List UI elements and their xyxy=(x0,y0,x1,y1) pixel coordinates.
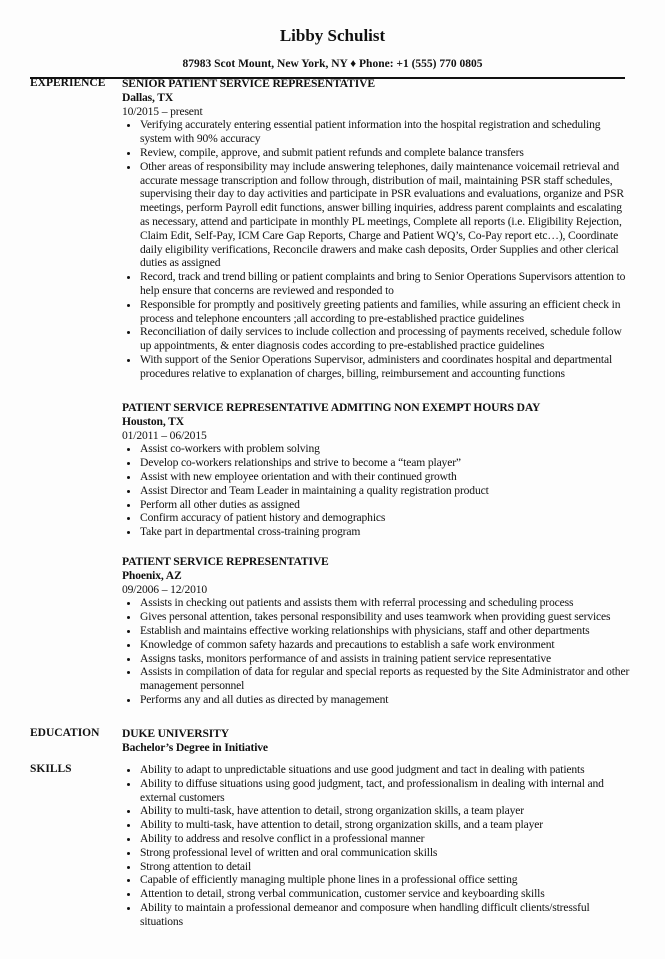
bullet-item: • Review, compile, approve, and submit patient refunds and complete balance transfers xyxy=(140,146,632,160)
bullet-item: • Other areas of responsibility may include answering telephones, daily maintenance voicemail retrieval and accurate message transcription and follow through, distribution of mail, maintaining PSR staff schedules, supervising their day to day activities and participate in PSR evaluations and evaluations, organize and PSR meetings, perform Payroll edit functions, answer billing inquiries, address parent complaints and escalating as necessary, attend and participate in monthly PL meetings, Complete all reports (i.e. Eligibility Rejection, Claim Edit, Self-Pay, ICM Care Gap Reports, Charge and Patient WQ’s, Co-Pay report etc…), Coordinate daily eligibility verifications, Reconcile drawers and make cash deposits, Order Supplies and other clerical duties as assigned xyxy=(140,160,632,270)
bullet-item: • Confirm accuracy of patient history and demographics xyxy=(140,511,632,525)
job-entry xyxy=(122,77,632,381)
skills-list xyxy=(122,763,632,929)
bullet-item: • Assist co-workers with problem solving xyxy=(140,442,632,456)
contact-line: 87983 Scot Mount, New York, NY ♦ Phone: +1 (555) 770 0805 xyxy=(182,58,483,70)
section-label-education: EDUCATION xyxy=(30,727,100,739)
bullet-item: • Verifying accurately entering essential patient information into the hospital registration and scheduling system with 90% accuracy xyxy=(140,118,632,146)
job-bullets xyxy=(122,442,632,539)
job-dates: 09/2006 – 12/2010 xyxy=(122,582,208,596)
skill-item: • Strong attention to detail xyxy=(140,860,632,874)
skill-item: • Attention to detail, strong verbal communication, customer service and keyboarding skills xyxy=(140,887,632,901)
bullet-item: • Assist with new employee orientation and with their continued growth xyxy=(140,470,632,484)
skill-item: • Strong professional level of written and oral communication skills xyxy=(140,846,632,860)
job-dates: 10/2015 – present xyxy=(122,104,203,118)
bullet-item: • Record, track and trend billing or patient complaints and bring to Senior Operations Supervisors attention to help ensure that concerns are reviewed and responded to xyxy=(140,270,632,298)
bullet-item: • Assigns tasks, monitors performance of and assists in training patient service representative xyxy=(140,652,632,666)
bullet-item: • Take part in departmental cross-training program xyxy=(140,525,632,539)
skills-list-block xyxy=(122,763,632,929)
skill-item: • Ability to address and resolve conflict in a professional manner xyxy=(140,832,632,846)
skill-item: • Ability to multi-task, have attention to detail, strong organization skills, a team player xyxy=(140,804,632,818)
job-entry xyxy=(122,401,632,539)
bullet-item: • Assists in checking out patients and assists them with referral processing and scheduling process xyxy=(140,596,632,610)
education-entry xyxy=(122,727,632,755)
section-label-experience: EXPERIENCE xyxy=(30,77,106,89)
bullet-item: • With support of the Senior Operations Supervisor, administers and coordinates hospital and departmental procedures relative to explanation of charges, billing, reimbursement and accounting functions xyxy=(140,353,632,381)
bullet-item: • Assists in compilation of data for regular and special reports as requested by the Site Administrator and other management personnel xyxy=(140,665,632,693)
job-dates: 01/2011 – 06/2015 xyxy=(122,428,207,442)
job-location: Phoenix, AZ xyxy=(122,568,182,582)
job-title: PATIENT SERVICE REPRESENTATIVE xyxy=(122,555,329,568)
job-entry xyxy=(122,555,632,707)
degree: Bachelor’s Degree in Initiative xyxy=(122,740,268,754)
job-title: PATIENT SERVICE REPRESENTATIVE ADMITING NON EXEMPT HOURS DAY xyxy=(122,401,541,414)
bullet-item: • Responsible for promptly and positively greeting patients and families, while assuring an efficient check in process and telephone encounters ;all according to pre-established practice guidelines xyxy=(140,298,632,326)
bullet-item: • Knowledge of common safety hazards and precautions to establish a safe work environment xyxy=(140,638,632,652)
school-name: DUKE UNIVERSITY xyxy=(122,727,229,740)
job-location: Dallas, TX xyxy=(122,90,174,104)
bullet-item: • Reconciliation of daily services to include collection and processing of payments received, schedule follow up appointments, & enter diagnosis codes according to pre-established practice guidelines xyxy=(140,325,632,353)
bullet-item: • Develop co-workers relationships and strive to become a “team player” xyxy=(140,456,632,470)
skill-item: • Ability to multi-task, have attention to detail, strong organization skills, and a team player xyxy=(140,818,632,832)
bullet-item: • Assist Director and Team Leader in maintaining a quality registration product xyxy=(140,484,632,498)
skill-item: • Capable of efficiently managing multiple phone lines in a professional office setting xyxy=(140,873,632,887)
job-bullets xyxy=(122,596,632,706)
candidate-name: Libby Schulist xyxy=(279,26,386,45)
bullet-item: • Establish and maintains effective working relationships with physicians, staff and other departments xyxy=(140,624,632,638)
job-bullets xyxy=(122,118,632,380)
bullet-item: • Perform all other duties as assigned xyxy=(140,498,632,512)
job-location: Houston, TX xyxy=(122,414,184,428)
skill-item: • Ability to maintain a professional demeanor and composure when handling difficult clients/stressful situations xyxy=(140,901,632,929)
bullet-item: • Gives personal attention, takes personal responsibility and uses teamwork when providing guest services xyxy=(140,610,632,624)
job-title: SENIOR PATIENT SERVICE REPRESENTATIVE xyxy=(122,77,375,90)
section-label-skills: SKILLS xyxy=(30,763,72,775)
bullet-item: • Performs any and all duties as directed by management xyxy=(140,693,632,707)
skill-item: • Ability to diffuse situations using good judgment, tact, and professionalism in dealing with internal and external customers xyxy=(140,777,632,805)
skill-item: • Ability to adapt to unpredictable situations and use good judgment and tact in dealing with patients xyxy=(140,763,632,777)
